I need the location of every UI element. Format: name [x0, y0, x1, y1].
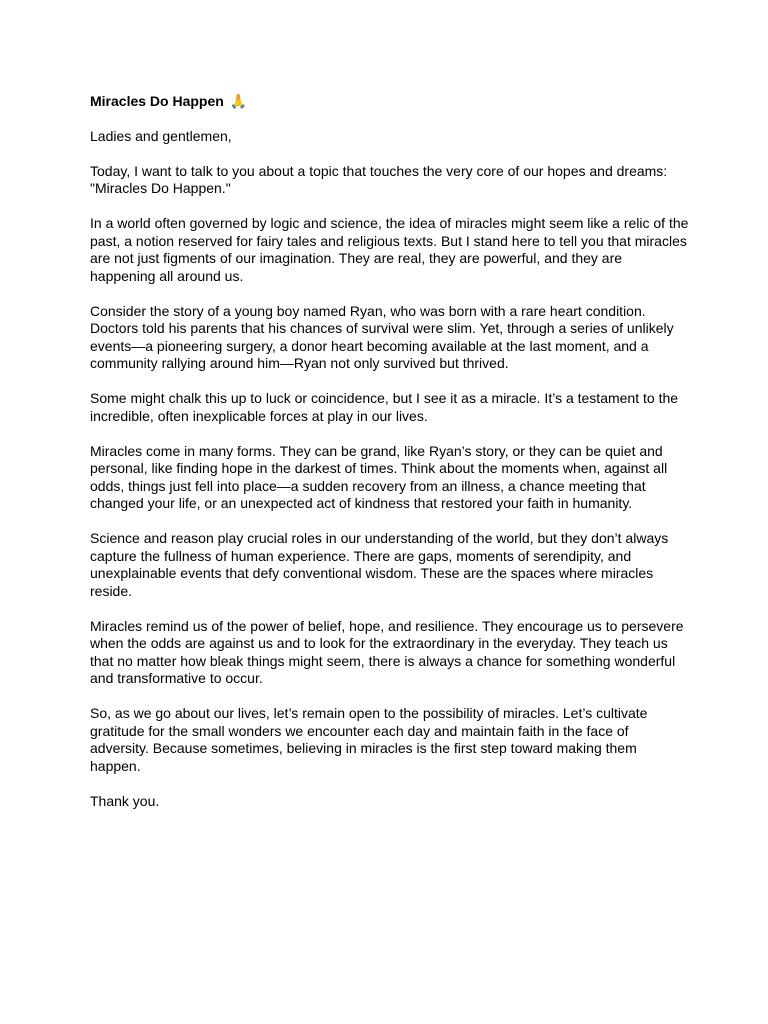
paragraph-ryan-story: Consider the story of a young boy named Ryan, who was born with a rare heart condition. Doctors told his parents that his chances of survival were slim. Yet, through a series of unlikely events—a pioneering surgery, a donor heart becoming available at the last moment, and a community rallying around him—Ryan not only survived but thrived. [90, 302, 674, 371]
document-title-line [90, 93, 690, 111]
paragraph-science-reason: Science and reason play crucial roles in our understanding of the world, but they don’t always capture the fullness of human experience. There are gaps, moments of serendipity, and unexplainable events that defy conventional wisdom. These are the spaces where miracles reside. [90, 530, 669, 599]
paragraph-thank-you: Thank you. [90, 792, 160, 809]
paragraph-greeting: Ladies and gentlemen, [90, 127, 232, 144]
paragraph-intro: Today, I want to talk to you about a topic that touches the very core of our hopes and dreams: "Miracles Do Happen." [90, 162, 668, 196]
document-page [90, 93, 690, 828]
paragraph-luck-coincidence: Some might chalk this up to luck or coincidence, but I see it as a miracle. It’s a testament to the incredible, often inexplicable forces at play in our lives. [90, 390, 679, 424]
paragraph-logic-science: In a world often governed by logic and science, the idea of miracles might seem like a relic of the past, a notion reserved for fairy tales and religious texts. But I stand here to tell you that miracles are not just figments of our imagination. They are real, they are powerful, and they are happening all around us. [90, 215, 689, 284]
paragraph-many-forms: Miracles come in many forms. They can be grand, like Ryan’s story, or they can be quiet and personal, like finding hope in the darkest of times. Think about the moments when, against all odds, things just fell into place—a sudden recovery from an illness, a chance meeting that changed your life, or an unexpected act of kindness that restored your faith in humanity. [90, 442, 668, 511]
paragraph-belief-hope: Miracles remind us of the power of belief, hope, and resilience. They encourage us to persevere when the odds are against us and to look for the extraordinary in the everyday. They teach us that no matter how bleak things might seem, there is always a chance for something wonderful and transformative to occur. [90, 617, 684, 686]
praying-hands-icon: 🙏 [229, 93, 248, 109]
document-title: Miracles Do Happen [90, 93, 224, 109]
paragraph-conclusion: So, as we go about our lives, let’s remain open to the possibility of miracles. Let’s cultivate gratitude for the small wonders we encounter each day and maintain faith in the face of adversity. Because sometimes, believing in miracles is the first step toward making them happen. [90, 705, 648, 774]
